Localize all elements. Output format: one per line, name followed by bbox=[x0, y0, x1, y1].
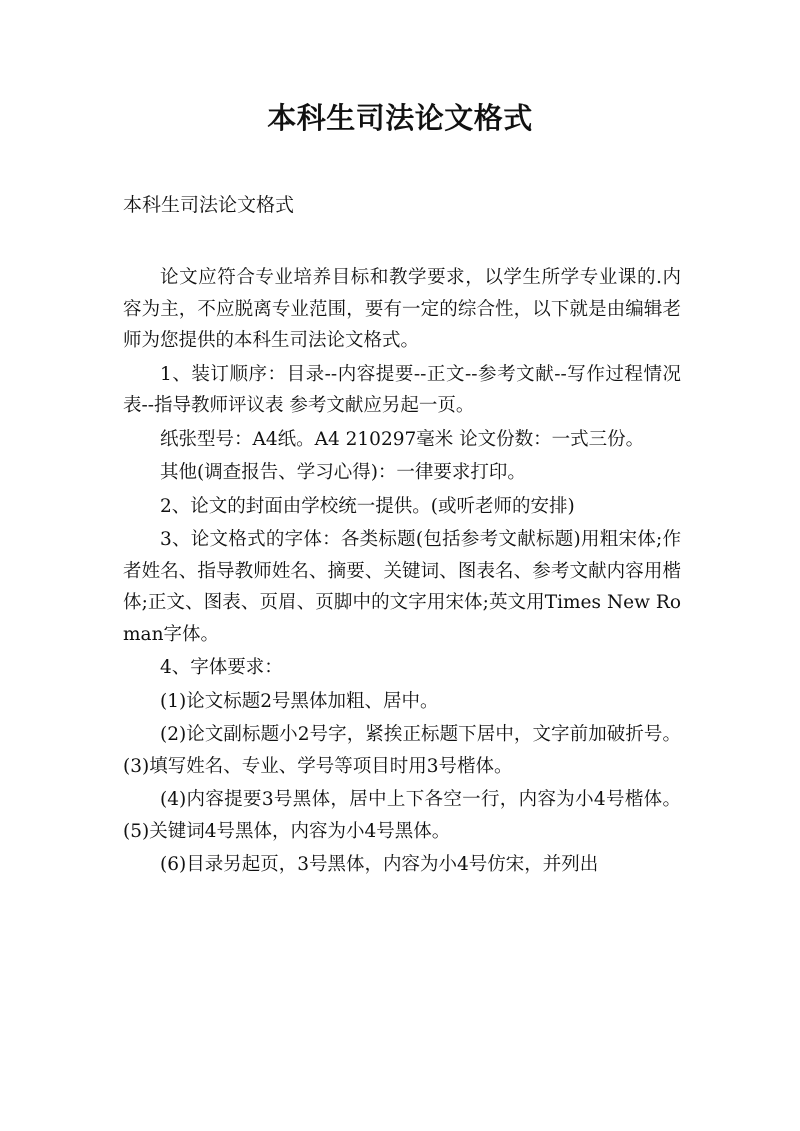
document-body bbox=[123, 262, 681, 883]
paragraph-subtitle-font: (2)论文副标题小2号字，紧挨正标题下居中，文字前加破折号。 (3)填写姓名、专业、学号等项目时用3号楷体。 bbox=[123, 724, 681, 777]
paragraph-binding-order: 1、装订顺序：目录--内容提要--正文--参考文献--写作过程情况表--指导教师评议表 参考文献应另起一页。 bbox=[123, 363, 681, 416]
paragraph-abstract-font: (4)内容提要3号黑体，居中上下各空一行，内容为小4号楷体。 (5)关键词4号黑体，内容为小4号黑体。 bbox=[123, 789, 681, 842]
paragraph-intro: 论文应符合专业培养目标和教学要求，以学生所学专业课的.内容为主，不应脱离专业范围，要有一定的综合性，以下就是由编辑老师为您提供的本科生司法论文格式。 bbox=[123, 267, 681, 351]
paragraph-title-font: (1)论文标题2号黑体加粗、居中。 bbox=[160, 690, 439, 712]
paragraph-font-requirements: 4、字体要求： bbox=[160, 657, 283, 678]
paragraph-contents-font: (6)目录另起页，3号黑体，内容为小4号仿宋，并列出 bbox=[160, 854, 599, 875]
paragraph-paper-size: 纸张型号：A4纸。A4 210297毫米 论文份数：一式三份。 bbox=[160, 428, 645, 450]
paragraph-other: 其他(调查报告、学习心得)：一律要求打印。 bbox=[160, 462, 526, 483]
paragraph-font-format: 3、论文格式的字体：各类标题(包括参考文献标题)用粗宋体;作者姓名、指导教师姓名、摘要、关键词、图表名、参考文献内容用楷体;正文、图表、页眉、页脚中的文字用宋体;英文用Times New Roman字体。 bbox=[123, 529, 681, 645]
document-title: 本科生司法论文格式 bbox=[267, 101, 533, 135]
paragraph-cover: 2、论文的封面由学校统一提供。(或听老师的安排) bbox=[160, 495, 575, 517]
document-subtitle: 本科生司法论文格式 bbox=[123, 194, 295, 216]
